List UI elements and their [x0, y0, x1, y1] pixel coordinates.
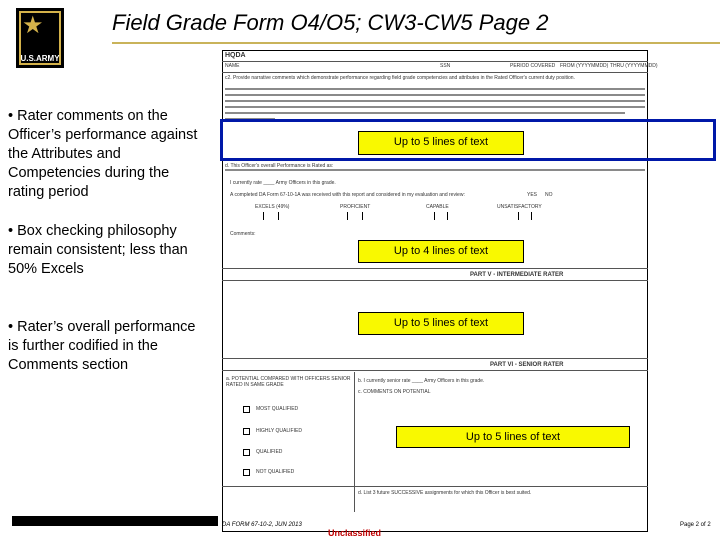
part-v-title: PART V - INTERMEDIATE RATER: [470, 272, 564, 278]
section-overall: d. This Officer's overall Performance is Rated as:: [225, 163, 334, 169]
form-line: [222, 280, 648, 281]
opt-no: NO: [545, 192, 553, 198]
form-id: DA FORM 67-10-2, JUN 2013: [222, 522, 302, 528]
checkbox-qualified[interactable]: [243, 449, 250, 456]
comments-label: Comments:: [230, 231, 256, 237]
rating-proficient: PROFICIENT: [340, 204, 371, 210]
col-ssn: SSN: [440, 63, 451, 69]
star-icon: ★: [22, 12, 44, 39]
bullet-rater-comments: • Rater comments on the Officer’s performance against the Attributes and Competencies during the rating period: [8, 108, 198, 200]
classification-label: Unclassified: [328, 528, 382, 538]
rating-excels: EXCELS (49%): [255, 204, 290, 210]
col-from: FROM (YYYYMMDD): [560, 63, 609, 69]
successive-assignments: d. List 3 future SUCCESSIVE assignments for which this Officer is best suited.: [358, 490, 532, 496]
section-c2: c2. Provide narrative comments which demonstrate performance regarding field grade competencies and attributes in the Rated Officer's current duty position.: [225, 75, 575, 81]
tick: [434, 212, 435, 220]
text-line: [225, 94, 645, 96]
text-line: [225, 112, 625, 114]
checkbox-not-qualified[interactable]: [243, 469, 250, 476]
col-name: NAME: [225, 63, 240, 69]
tick: [278, 212, 279, 220]
page-number: Page 2 of 2: [680, 522, 711, 528]
callout-senior-rater: Up to 5 lines of text: [396, 426, 630, 448]
bullet-overall: • Rater’s overall performance is further codified in the Comments section: [8, 319, 196, 373]
col-period: PERIOD COVERED: [510, 63, 556, 69]
rating-unsat: UNSATISFACTORY: [497, 204, 542, 210]
army-logo-text: U.S.ARMY: [20, 54, 60, 63]
label-not-qualified: NOT QUALIFIED: [256, 469, 295, 475]
form-line: [222, 268, 648, 269]
opt-yes: YES: [527, 192, 538, 198]
form-divider: [354, 372, 355, 512]
tick: [531, 212, 532, 220]
sr-currently-rate: b. I currently senior rate ____ Army Officers in this grade.: [358, 378, 485, 384]
text-line: [225, 100, 645, 102]
footer-bar: [12, 516, 218, 526]
checkbox-most-qualified[interactable]: [243, 406, 250, 413]
title-rule: [112, 42, 720, 44]
checkbox-highly-qualified[interactable]: [243, 428, 250, 435]
tick: [362, 212, 363, 220]
form-line: [222, 358, 648, 359]
tick: [263, 212, 264, 220]
callout-rater-comments: Up to 5 lines of text: [358, 131, 524, 155]
tick: [347, 212, 348, 220]
rating-capable: CAPABLE: [426, 204, 449, 210]
text-line: [225, 169, 645, 171]
form-line: [222, 486, 648, 487]
form-header: HQDA: [225, 52, 246, 59]
text-line: [225, 106, 645, 108]
tick: [518, 212, 519, 220]
army-logo: [16, 8, 64, 68]
bullet-box-checking: • Box checking philosophy remain consistent; less than 50% Excels: [8, 223, 188, 277]
callout-box-checking: Up to 4 lines of text: [358, 240, 524, 263]
form-line: [222, 72, 648, 73]
currently-rate: I currently rate ____ Army Officers in this grade.: [230, 180, 336, 186]
part-vi-title: PART VI - SENIOR RATER: [490, 362, 564, 368]
form-line: [222, 370, 648, 371]
comments-potential: c. COMMENTS ON POTENTIAL: [358, 389, 431, 395]
label-highly-qualified: HIGHLY QUALIFIED: [256, 428, 302, 434]
label-most-qualified: MOST QUALIFIED: [256, 406, 299, 412]
potential-label: a. POTENTIAL COMPARED WITH OFFICERS SENIOR RATED IN SAME GRADE: [226, 376, 351, 388]
slide-title: Field Grade Form O4/O5; CW3-CW5 Page 2: [112, 10, 549, 35]
col-thru: THRU (YYYYMMDD): [610, 63, 658, 69]
tick: [447, 212, 448, 220]
text-line: [225, 88, 645, 90]
form-line: [222, 61, 648, 62]
completed-form: A completed DA Form 67-10-1A was received with this report and considered in my evaluation and review:: [230, 192, 465, 198]
label-qualified: QUALIFIED: [256, 449, 283, 455]
callout-intermediate: Up to 5 lines of text: [358, 312, 524, 335]
